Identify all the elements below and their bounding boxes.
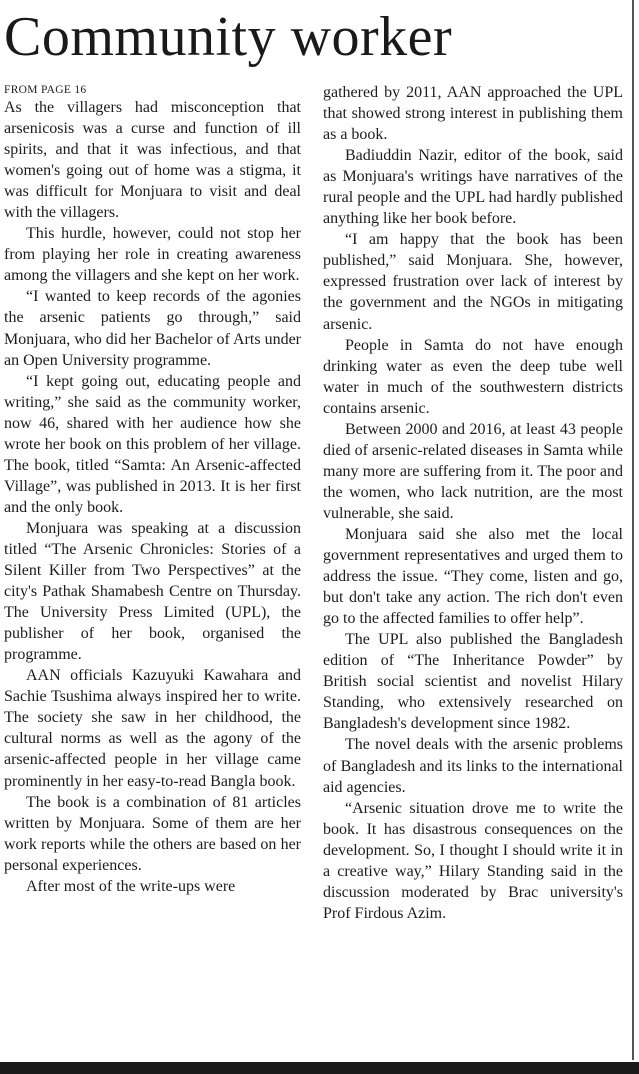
paragraph: “Arsenic situation drove me to write the book. It has disastrous consequences on the development. So, I thought I should write it in a creative way,” Hilary Standing said in the discussion moderated by Brac university's Prof Firdous Azim. bbox=[323, 799, 623, 922]
paragraph: Monjuara said she also met the local government representatives and urged them to address the issue. “They come, listen and go, but don't take any action. The rich don't even go to the affected families to offer help”. bbox=[323, 525, 623, 628]
paragraph: “I am happy that the book has been published,” said Monjuara. She, however, expressed frustration over lack of interest by the government and the NGOs in mitigating arsenic. bbox=[323, 231, 623, 333]
paragraph: People in Samta do not have enough drinking water as even the deep tube well water in much of the southwestern districts contains arsenic. bbox=[323, 336, 623, 417]
paragraph: The novel deals with the arsenic problems of Bangladesh and its links to the international aid agencies. bbox=[323, 736, 623, 796]
paragraph: Badiuddin Nazir, editor of the book, said as Monjuara's writings have narratives of the rural people and the UPL had hardly published anything like her book before. bbox=[323, 147, 623, 228]
paragraph: As the villagers had misconception that arsenicosis was a curse and function of ill spirits, and that it was infectious, and that women's going out of home was a stigma, it was difficult for Monjuara to visit and deal with the villagers. bbox=[4, 99, 301, 222]
article-column-right bbox=[323, 82, 623, 924]
paragraph: AAN officials Kazuyuki Kawahara and Sachie Tsushima always inspired her to write. The society she saw in her childhood, the cultural norms as well as the agony of the arsenic-affected people in her village came prominently in her easy-to-read Bangla book. bbox=[4, 667, 301, 790]
article-column-left bbox=[4, 82, 301, 897]
paragraph: After most of the write-ups were bbox=[26, 877, 236, 895]
column-rule bbox=[632, 0, 634, 1060]
paragraph: Monjuara was speaking at a discussion titled “The Arsenic Chronicles: Stories of a Silent Killer from Two Perspectives” at the city's Pathak Shamabesh Centre on Thursday. The University Press Limited (UPL), the publisher of her book, organised the programme. bbox=[4, 519, 301, 664]
headline: Community worker bbox=[4, 6, 453, 68]
page-edge-bar bbox=[0, 1062, 639, 1074]
paragraph: gathered by 2011, AAN approached the UPL that showed strong interest in publishing them as a book. bbox=[323, 84, 623, 144]
paragraph: Between 2000 and 2016, at least 43 people died of arsenic-related diseases in Samta while many more are suffering from it. The poor and the women, who lack nutrition, are the most vulnerable, she said. bbox=[323, 420, 623, 522]
paragraph: “I kept going out, educating people and writing,” she said as the community worker, now 46, shared with her audience how she wrote her book on this problem of her village. The book, titled “Samta: An Arsenic-affected Village”, was published in 2013. It is her first and the only book. bbox=[4, 372, 301, 516]
paragraph: “I wanted to keep records of the agonies the arsenic patients go through,” said Monjuara, who did her Bachelor of Arts under an Open University programme. bbox=[4, 288, 301, 369]
paragraph: This hurdle, however, could not stop her from playing her role in creating awareness among the villagers and she kept on her work. bbox=[4, 225, 301, 285]
paragraph: The UPL also published the Bangladesh edition of “The Inheritance Powder” by British social scientist and novelist Hilary Standing, who extensively researched on Bangladesh's development since 1982. bbox=[323, 631, 623, 733]
continued-from-kicker: FROM PAGE 16 bbox=[4, 84, 87, 96]
paragraph: The book is a combination of 81 articles written by Monjuara. Some of them are her work reports while the others are based on her personal experiences. bbox=[4, 793, 301, 874]
